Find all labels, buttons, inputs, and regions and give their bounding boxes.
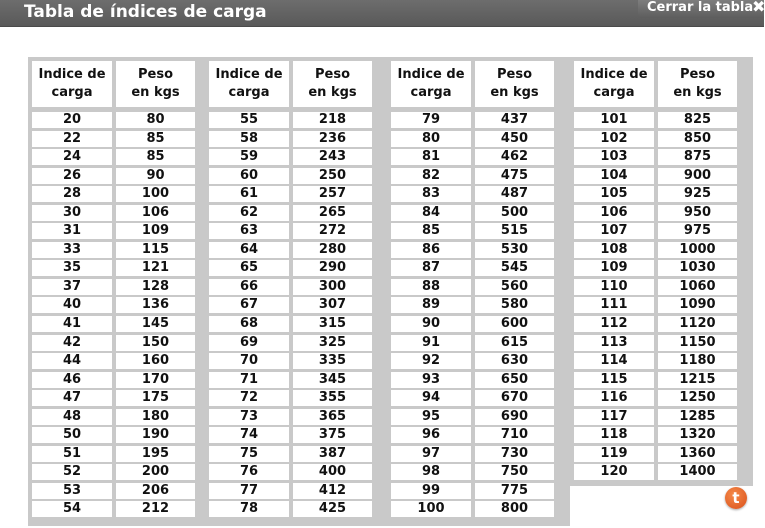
weight-cell: 600 — [475, 316, 554, 332]
close-icon[interactable]: ✖ — [752, 0, 765, 16]
table-row — [387, 185, 570, 204]
weight-cell: 1120 — [658, 316, 737, 332]
table-row — [28, 315, 211, 334]
table-row — [570, 241, 753, 260]
table-row — [387, 130, 570, 149]
load-index-cell: 85 — [391, 223, 471, 239]
weight-cell: 243 — [293, 149, 372, 165]
weight-cell: 121 — [116, 260, 195, 276]
weight-cell: 450 — [475, 131, 554, 147]
load-index-cell: 102 — [574, 131, 654, 147]
weight-cell: 1215 — [658, 372, 737, 388]
table-row — [28, 241, 211, 260]
load-index-cell: 114 — [574, 353, 654, 369]
weight-cell: 128 — [116, 279, 195, 295]
load-index-cell: 120 — [574, 464, 654, 480]
load-index-cell: 72 — [209, 390, 289, 406]
table-row — [28, 371, 211, 390]
load-index-cell: 55 — [209, 112, 289, 128]
load-index-cell: 79 — [391, 112, 471, 128]
table-row — [387, 259, 570, 278]
load-index-cell: 26 — [32, 168, 112, 184]
table-rows — [28, 111, 211, 519]
table-row — [205, 241, 388, 260]
load-index-cell: 92 — [391, 353, 471, 369]
table-row — [28, 352, 211, 371]
close-table-label[interactable]: Cerrar la tabla — [647, 0, 754, 15]
load-index-cell: 81 — [391, 149, 471, 165]
load-index-cell: 88 — [391, 279, 471, 295]
load-index-cell: 103 — [574, 149, 654, 165]
load-index-cell: 31 — [32, 223, 112, 239]
load-index-cell: 28 — [32, 186, 112, 202]
load-index-cell: 100 — [391, 501, 471, 517]
load-index-cell: 37 — [32, 279, 112, 295]
load-index-cell: 108 — [574, 242, 654, 258]
table-row — [387, 167, 570, 186]
weight-cell: 545 — [475, 260, 554, 276]
load-index-cell: 95 — [391, 409, 471, 425]
load-index-cell: 112 — [574, 316, 654, 332]
weight-cell: 170 — [116, 372, 195, 388]
weight-cell: 218 — [293, 112, 372, 128]
table-row — [570, 204, 753, 223]
table-row — [205, 463, 388, 482]
table-row — [205, 130, 388, 149]
table-row — [28, 259, 211, 278]
weight-cell: 290 — [293, 260, 372, 276]
weight-cell: 650 — [475, 372, 554, 388]
table-row — [28, 426, 211, 445]
weight-cell: 800 — [475, 501, 554, 517]
load-index-cell: 30 — [32, 205, 112, 221]
load-index-cell: 20 — [32, 112, 112, 128]
weight-cell: 530 — [475, 242, 554, 258]
load-index-cell: 73 — [209, 409, 289, 425]
header-load-index: Indice de carga — [209, 61, 289, 107]
load-index-cell: 91 — [391, 335, 471, 351]
table-row — [205, 222, 388, 241]
weight-cell: 1285 — [658, 409, 737, 425]
table-row — [28, 482, 211, 501]
weight-cell: 195 — [116, 446, 195, 462]
header-weight-kg: Peso en kgs — [475, 61, 554, 107]
weight-cell: 160 — [116, 353, 195, 369]
table-row — [387, 278, 570, 297]
weight-cell: 1090 — [658, 297, 737, 313]
table-row — [570, 389, 753, 408]
table-row — [28, 445, 211, 464]
table-row — [28, 500, 211, 519]
table-row — [387, 148, 570, 167]
load-index-cell: 68 — [209, 316, 289, 332]
table-row — [205, 445, 388, 464]
weight-cell: 150 — [116, 335, 195, 351]
load-index-cell: 54 — [32, 501, 112, 517]
table-row — [387, 371, 570, 390]
weight-cell: 1320 — [658, 427, 737, 443]
table-row — [28, 463, 211, 482]
load-index-cell: 94 — [391, 390, 471, 406]
weight-cell: 90 — [116, 168, 195, 184]
window-titlebar — [0, 0, 764, 27]
table-row — [570, 148, 753, 167]
table-row — [205, 334, 388, 353]
load-index-cell: 67 — [209, 297, 289, 313]
table-row — [570, 259, 753, 278]
load-index-cell: 109 — [574, 260, 654, 276]
table-row — [205, 482, 388, 501]
table-row — [387, 500, 570, 519]
weight-cell: 250 — [293, 168, 372, 184]
table-row — [205, 352, 388, 371]
load-index-cell: 44 — [32, 353, 112, 369]
weight-cell: 1060 — [658, 279, 737, 295]
load-index-cell: 116 — [574, 390, 654, 406]
table-row — [28, 408, 211, 427]
table-row — [387, 222, 570, 241]
load-index-cell: 84 — [391, 205, 471, 221]
table-row — [205, 167, 388, 186]
table-row — [205, 278, 388, 297]
weight-cell: 85 — [116, 149, 195, 165]
header-load-index: Indice de carga — [32, 61, 112, 107]
weight-cell: 1180 — [658, 353, 737, 369]
table-row — [570, 278, 753, 297]
table-row — [28, 334, 211, 353]
close-table-button[interactable] — [638, 0, 764, 18]
load-index-cell: 60 — [209, 168, 289, 184]
table-row — [387, 334, 570, 353]
load-index-cell: 104 — [574, 168, 654, 184]
weight-cell: 500 — [475, 205, 554, 221]
load-index-cell: 58 — [209, 131, 289, 147]
table-row — [205, 111, 388, 130]
table-row — [28, 148, 211, 167]
load-index-cell: 83 — [391, 186, 471, 202]
weight-cell: 825 — [658, 112, 737, 128]
table-row — [205, 371, 388, 390]
load-index-cell: 101 — [574, 112, 654, 128]
weight-cell: 190 — [116, 427, 195, 443]
weight-cell: 200 — [116, 464, 195, 480]
load-index-cell: 70 — [209, 353, 289, 369]
load-index-cell: 53 — [32, 483, 112, 499]
weight-cell: 690 — [475, 409, 554, 425]
table-row — [28, 389, 211, 408]
weight-cell: 412 — [293, 483, 372, 499]
weight-cell: 925 — [658, 186, 737, 202]
weight-cell: 175 — [116, 390, 195, 406]
table-row — [205, 426, 388, 445]
table-row — [570, 296, 753, 315]
weight-cell: 900 — [658, 168, 737, 184]
table-row — [570, 130, 753, 149]
load-index-cell: 41 — [32, 316, 112, 332]
weight-cell: 272 — [293, 223, 372, 239]
weight-cell: 236 — [293, 131, 372, 147]
weight-cell: 85 — [116, 131, 195, 147]
table-row — [28, 204, 211, 223]
table-row — [570, 111, 753, 130]
weight-cell: 615 — [475, 335, 554, 351]
weight-cell: 710 — [475, 427, 554, 443]
table-row — [205, 408, 388, 427]
brand-logo-icon[interactable] — [725, 487, 747, 509]
weight-cell: 475 — [475, 168, 554, 184]
table-rows — [205, 111, 388, 519]
load-index-cell: 107 — [574, 223, 654, 239]
weight-cell: 355 — [293, 390, 372, 406]
load-index-cell: 113 — [574, 335, 654, 351]
weight-cell: 106 — [116, 205, 195, 221]
load-index-cell: 105 — [574, 186, 654, 202]
table-row — [570, 426, 753, 445]
load-index-cell: 78 — [209, 501, 289, 517]
load-index-cell: 96 — [391, 427, 471, 443]
load-index-cell: 24 — [32, 149, 112, 165]
weight-cell: 315 — [293, 316, 372, 332]
header-load-index: Indice de carga — [574, 61, 654, 107]
table-row — [387, 204, 570, 223]
weight-cell: 1030 — [658, 260, 737, 276]
weight-cell: 180 — [116, 409, 195, 425]
table-row — [205, 204, 388, 223]
weight-cell: 335 — [293, 353, 372, 369]
table-row — [570, 463, 753, 482]
table-row — [387, 463, 570, 482]
weight-cell: 280 — [293, 242, 372, 258]
load-index-cell: 42 — [32, 335, 112, 351]
table-row — [387, 241, 570, 260]
table-rows — [570, 111, 753, 482]
load-index-cell: 76 — [209, 464, 289, 480]
table-row — [28, 111, 211, 130]
weight-cell: 1000 — [658, 242, 737, 258]
header-weight-kg: Peso en kgs — [293, 61, 372, 107]
weight-cell: 730 — [475, 446, 554, 462]
load-index-cell: 64 — [209, 242, 289, 258]
table-row — [205, 389, 388, 408]
table-row — [570, 334, 753, 353]
table-row — [570, 445, 753, 464]
load-index-cell: 33 — [32, 242, 112, 258]
window-title: Tabla de índices de carga — [24, 2, 267, 22]
load-index-cell: 59 — [209, 149, 289, 165]
load-index-cell: 40 — [32, 297, 112, 313]
table-row — [387, 111, 570, 130]
table-row — [205, 259, 388, 278]
load-index-panel-4 — [570, 57, 753, 486]
load-index-cell: 66 — [209, 279, 289, 295]
load-index-cell: 97 — [391, 446, 471, 462]
load-index-cell: 117 — [574, 409, 654, 425]
weight-cell: 775 — [475, 483, 554, 499]
load-index-cell: 99 — [391, 483, 471, 499]
weight-cell: 365 — [293, 409, 372, 425]
load-index-cell: 119 — [574, 446, 654, 462]
table-row — [570, 222, 753, 241]
weight-cell: 212 — [116, 501, 195, 517]
table-row — [387, 315, 570, 334]
table-row — [570, 167, 753, 186]
header-weight-kg: Peso en kgs — [116, 61, 195, 107]
load-index-cell: 69 — [209, 335, 289, 351]
table-row — [28, 185, 211, 204]
weight-cell: 80 — [116, 112, 195, 128]
weight-cell: 850 — [658, 131, 737, 147]
load-index-cell: 111 — [574, 297, 654, 313]
load-index-cell: 22 — [32, 131, 112, 147]
table-row — [205, 296, 388, 315]
load-index-cell: 106 — [574, 205, 654, 221]
load-index-cell: 75 — [209, 446, 289, 462]
weight-cell: 462 — [475, 149, 554, 165]
weight-cell: 487 — [475, 186, 554, 202]
load-index-cell: 90 — [391, 316, 471, 332]
table-row — [205, 185, 388, 204]
weight-cell: 206 — [116, 483, 195, 499]
load-index-cell: 51 — [32, 446, 112, 462]
table-row — [570, 352, 753, 371]
weight-cell: 875 — [658, 149, 737, 165]
weight-cell: 257 — [293, 186, 372, 202]
weight-cell: 1400 — [658, 464, 737, 480]
weight-cell: 400 — [293, 464, 372, 480]
table-row — [570, 408, 753, 427]
weight-cell: 437 — [475, 112, 554, 128]
brand-logo-letter[interactable]: t — [732, 489, 740, 507]
table-row — [28, 167, 211, 186]
weight-cell: 375 — [293, 427, 372, 443]
table-row — [205, 500, 388, 519]
load-index-cell: 118 — [574, 427, 654, 443]
table-row — [387, 445, 570, 464]
load-index-cell: 52 — [32, 464, 112, 480]
weight-cell: 325 — [293, 335, 372, 351]
load-index-cell: 115 — [574, 372, 654, 388]
load-index-cell: 65 — [209, 260, 289, 276]
load-index-cell: 71 — [209, 372, 289, 388]
load-index-cell: 93 — [391, 372, 471, 388]
weight-cell: 387 — [293, 446, 372, 462]
weight-cell: 630 — [475, 353, 554, 369]
load-index-cell: 110 — [574, 279, 654, 295]
load-index-cell: 98 — [391, 464, 471, 480]
load-index-cell: 46 — [32, 372, 112, 388]
weight-cell: 670 — [475, 390, 554, 406]
load-index-cell: 47 — [32, 390, 112, 406]
weight-cell: 1250 — [658, 390, 737, 406]
load-index-cell: 74 — [209, 427, 289, 443]
weight-cell: 950 — [658, 205, 737, 221]
table-row — [570, 371, 753, 390]
load-index-cell: 89 — [391, 297, 471, 313]
table-row — [28, 130, 211, 149]
load-index-panel-1 — [28, 57, 211, 526]
weight-cell: 750 — [475, 464, 554, 480]
table-rows — [387, 111, 570, 519]
weight-cell: 580 — [475, 297, 554, 313]
weight-cell: 136 — [116, 297, 195, 313]
table-row — [387, 352, 570, 371]
load-index-cell: 77 — [209, 483, 289, 499]
table-row — [205, 315, 388, 334]
load-index-cell: 61 — [209, 186, 289, 202]
table-row — [387, 389, 570, 408]
load-index-panel-2 — [205, 57, 388, 526]
load-index-cell: 62 — [209, 205, 289, 221]
weight-cell: 115 — [116, 242, 195, 258]
weight-cell: 109 — [116, 223, 195, 239]
weight-cell: 560 — [475, 279, 554, 295]
weight-cell: 345 — [293, 372, 372, 388]
weight-cell: 425 — [293, 501, 372, 517]
load-index-cell: 50 — [32, 427, 112, 443]
weight-cell: 265 — [293, 205, 372, 221]
load-index-cell: 63 — [209, 223, 289, 239]
weight-cell: 307 — [293, 297, 372, 313]
load-index-panel-3 — [387, 57, 570, 526]
table-row — [570, 185, 753, 204]
header-load-index: Indice de carga — [391, 61, 471, 107]
weight-cell: 145 — [116, 316, 195, 332]
table-row — [28, 222, 211, 241]
table-row — [387, 408, 570, 427]
table-row — [28, 278, 211, 297]
table-row — [28, 296, 211, 315]
table-row — [205, 148, 388, 167]
weight-cell: 100 — [116, 186, 195, 202]
weight-cell: 515 — [475, 223, 554, 239]
load-index-cell: 82 — [391, 168, 471, 184]
load-index-cell: 48 — [32, 409, 112, 425]
weight-cell: 975 — [658, 223, 737, 239]
table-row — [387, 426, 570, 445]
load-index-cell: 87 — [391, 260, 471, 276]
table-row — [570, 315, 753, 334]
load-index-cell: 86 — [391, 242, 471, 258]
header-weight-kg: Peso en kgs — [658, 61, 737, 107]
load-index-cell: 80 — [391, 131, 471, 147]
weight-cell: 1150 — [658, 335, 737, 351]
weight-cell: 1360 — [658, 446, 737, 462]
table-row — [387, 482, 570, 501]
table-row — [387, 296, 570, 315]
load-index-cell: 35 — [32, 260, 112, 276]
weight-cell: 300 — [293, 279, 372, 295]
